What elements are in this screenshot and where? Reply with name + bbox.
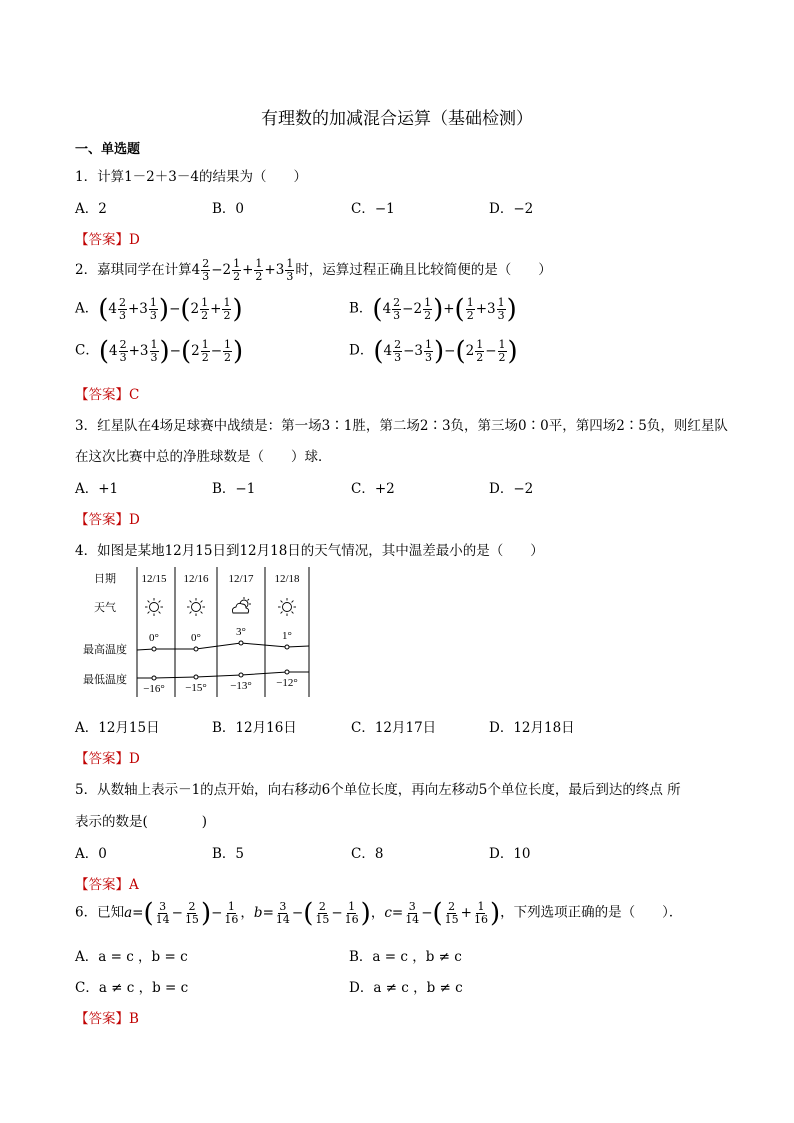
q4-option-a: A．12月15日 [75,720,160,736]
section-heading: 一、单选题 [75,142,141,157]
question-3-line2: 在这次比赛中总的净胜球数是（ ）球． [75,449,332,465]
q1-option-a: A．2 [75,201,107,217]
row-label-low: 最低温度 [83,674,127,686]
q3-option-c: C．+2 [351,481,395,497]
low-temp-label: −15° [185,682,207,694]
q6-option-b: B．a = c ，b ≠ c [349,949,462,965]
q3-option-d: D．−2 [489,481,534,497]
page-title: 有理数的加减混合运算（基础检测） [261,109,533,129]
q4-option-c: C．12月17日 [351,720,437,736]
low-point [152,676,156,680]
date-cell: 12/18 [274,573,300,585]
question-3-line1: 3．红星队在4场足球赛中战绩是：第一场3∶1胜，第二场2∶3负，第三场0∶0平，第四场2∶5负，则红星队 [75,418,728,434]
q5-answer: 【答案】A [75,877,139,893]
high-point [152,647,156,651]
date-cell: 12/17 [228,573,254,585]
q5-option-d: D．10 [489,846,531,862]
question-4-stem: 4．如图是某地12月15日到12月18日的天气情况，其中温差最小的是（ ） [75,543,544,559]
sun-icon [187,598,205,616]
q2-option-a: A．(4 $\frac{2}{3}$ +3 $\frac{1}{3}$ )−(2 $\frac{1}{2}$ + $\frac{1}{2}$ ) [75,294,243,324]
question-5-line2: 表示的数是( ) [75,814,208,830]
q2-answer: 【答案】C [75,387,140,403]
low-temp-label: −16° [143,683,165,695]
q3-option-b: B．−1 [212,481,256,497]
q2-option-b: B．(4 $\frac{2}{3}$ −2 $\frac{1}{2}$ )+( $\frac{1}{2}$ +3 $\frac{1}{3}$ ) [349,294,517,324]
row-label-weather: 天气 [94,602,116,614]
q6-option-c: C．a ≠ c ，b = c [75,980,189,996]
high-temp-label: 1° [282,630,292,642]
question-1-stem: 1．计算1－2＋3－4的结果为（ ） [75,169,307,185]
low-temp-label: −13° [230,680,252,692]
row-label-date: 日期 [94,573,116,585]
q5-option-a: A．0 [75,846,107,862]
q6-option-a: A．a = c ，b = c [75,949,188,965]
high-temp-label: 0° [149,632,159,644]
q4-option-d: D．12月18日 [489,720,575,736]
low-point [194,675,198,679]
q3-option-a: A．+1 [75,481,119,497]
low-temp-label: −12° [276,677,298,689]
low-point [239,673,243,677]
q6-answer: 【答案】B [75,1011,139,1027]
high-point [194,647,198,651]
q3-answer: 【答案】D [75,512,140,528]
low-point [285,670,289,674]
high-temp-label: 3° [236,626,246,638]
high-temp-label: 0° [191,632,201,644]
q2-option-d: D．(4 $\frac{2}{3}$ −3 $\frac{1}{3}$ )−(2 $\frac{1}{2}$ − $\frac{1}{2}$ ) [349,336,518,366]
question-6-stem: 6．已知a=( $\frac{3}{14}$ − $\frac{2}{15}$ )− $\frac{1}{16}$ ，b= $\frac{3}{14}$ −( $\frac{2}{15}$ − $\frac{1}{16}$ )，c= $\frac{3}{14}$ −( $\frac{2}{15}$ + $\frac{1}{16}$ )，下列选项正确的是（ ）． [75,898,683,928]
date-cell: 12/15 [141,573,167,585]
q1-option-d: D．−2 [489,201,534,217]
question-5-line1: 5．从数轴上表示－1的点开始，向右移动6个单位长度，再向左移动5个单位长度，最后到达的终点 所 [75,782,681,798]
q1-option-b: B．0 [212,201,245,217]
sun-icon [145,598,163,616]
q4-answer: 【答案】D [75,751,140,767]
date-cell: 12/16 [183,573,209,585]
q4-option-b: B．12月16日 [212,720,297,736]
weather-table-figure [75,565,315,700]
high-point [239,641,243,645]
q5-option-c: C．8 [351,846,384,862]
sun-icon [278,598,296,616]
q1-answer: 【答案】D [75,232,140,248]
q6-option-d: D．a ≠ c ，b ≠ c [349,980,463,996]
cloud-sun-icon [232,597,251,613]
q5-option-b: B．5 [212,846,245,862]
high-temp-line [137,643,309,650]
row-label-high: 最高温度 [83,644,127,656]
q1-option-c: C．−1 [351,201,395,217]
question-2-stem: 2．嘉琪同学在计算4 $\frac{2}{3}$ −2 $\frac{1}{2}$ + $\frac{1}{2}$ +3 $\frac{1}{3}$ 时，运算过程正确且比较简便的是（ ） [75,257,552,283]
high-point [285,645,289,649]
q2-option-c: C．(4 $\frac{2}{3}$ +3 $\frac{1}{3}$ )−(2 $\frac{1}{2}$ − $\frac{1}{2}$ ) [75,336,244,366]
